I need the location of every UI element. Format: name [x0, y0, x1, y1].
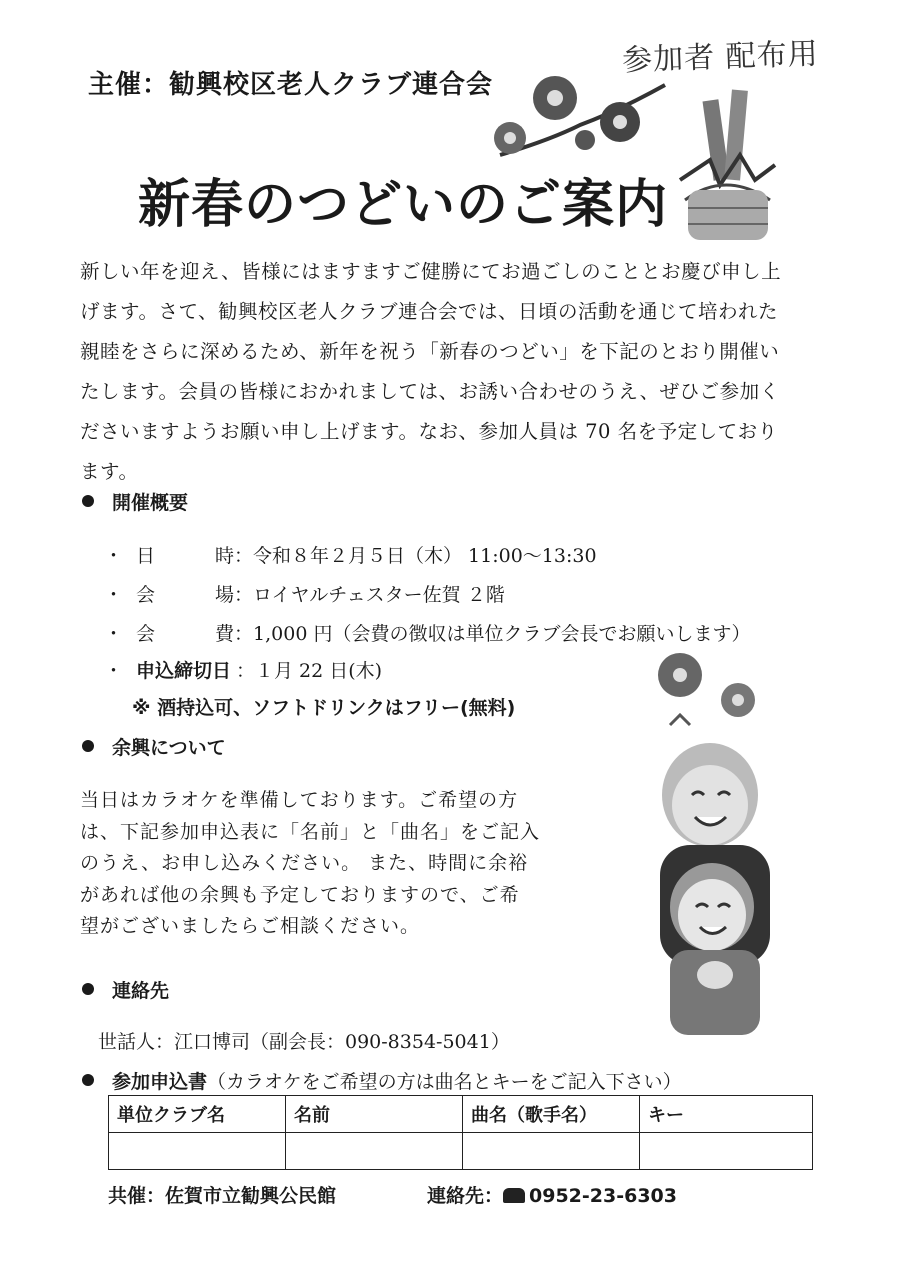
plum-flower-icon: [600, 102, 640, 142]
plum-flower-icon: [721, 683, 755, 717]
bullet-icon: [82, 740, 94, 752]
column-header-name: 名前: [286, 1096, 463, 1133]
page-title: 新春のつどいのご案内: [138, 175, 669, 235]
intro-line: 新しい年を迎え、皆様にはますますご健勝にてお過ごしのこととお慶び申し上: [80, 260, 782, 283]
detail-venue: ・ 会 場：ロイヤルチェスター佐賀 ２階: [104, 584, 505, 606]
application-heading: 参加申込書（カラオケをご希望の方は曲名とキーをご記入下さい）: [82, 1067, 682, 1094]
name-cell[interactable]: [286, 1133, 463, 1170]
kadomatsu-illustration: [670, 80, 780, 245]
drink-note: ※ 酒持込可、ソフトドリンクはフリー(無料): [132, 697, 516, 719]
detail-deadline: ・ 申込締切日 ：１月 22 日(木): [104, 660, 383, 682]
key-cell[interactable]: [640, 1133, 813, 1170]
entertainment-heading: 余興について: [82, 733, 226, 760]
column-header-club: 単位クラブ名: [109, 1096, 286, 1133]
entertainment-paragraph: [80, 785, 540, 943]
bullet-icon: [82, 983, 94, 995]
plum-blossom-illustration: [480, 70, 680, 170]
bullet-icon: [82, 495, 94, 507]
elderly-couple-illustration: [640, 645, 785, 1040]
entertainment-line: は、下記参加申込表に「名前」と「曲名」をご記入: [80, 820, 541, 843]
footer-contact: 連絡先： 0952-23-6303: [427, 1185, 677, 1207]
plum-flower-icon: [494, 122, 526, 154]
entertainment-line: のうえ、お申し込みください。 また、時間に余裕: [80, 852, 529, 874]
table-header-row: [109, 1096, 813, 1133]
phone-icon: [503, 1188, 525, 1203]
bullet-icon: [82, 1074, 94, 1086]
phone-number: 0952-23-6303: [529, 1185, 677, 1207]
organizer: 主催：勧興校区老人クラブ連合会: [88, 70, 494, 100]
cohost: 共催：佐賀市立勧興公民館: [108, 1185, 337, 1207]
intro-line: ます。: [80, 460, 139, 483]
plum-flower-icon: [575, 130, 595, 150]
plum-flower-icon: [533, 76, 577, 120]
detail-fee: ・ 会 費：1,000 円（会費の徴収は単位クラブ会長でお願いします）: [104, 623, 751, 645]
application-form-table: [108, 1095, 813, 1170]
intro-paragraph: [80, 252, 825, 492]
entertainment-line: 当日はカラオケを準備しております。ご希望の方: [80, 789, 519, 811]
entertainment-line: があれば他の余興も予定しておりますので、ご希: [80, 883, 520, 906]
entertainment-line: 望がございましたらご相談ください。: [80, 915, 421, 937]
application-note: （カラオケをご希望の方は曲名とキーをご記入下さい）: [207, 1071, 682, 1093]
detail-date: ・ 日 時：令和８年２月５日（木） 11:00～13:30: [104, 545, 597, 567]
contact-heading: 連絡先: [82, 976, 169, 1003]
plum-flower-icon: [658, 653, 702, 697]
intro-line: 親睦をさらに深めるため、新年を祝う「新春のつどい」を下記のとおり開催い: [80, 340, 780, 363]
song-cell[interactable]: [463, 1133, 640, 1170]
column-header-song: 曲名（歌手名）: [463, 1096, 640, 1133]
column-header-key: キー: [640, 1096, 813, 1133]
club-cell[interactable]: [109, 1133, 286, 1170]
intro-line: げます。さて、勧興校区老人クラブ連合会では、日頃の活動を通じて培われた: [80, 300, 779, 323]
overview-heading: 開催概要: [82, 488, 188, 515]
intro-line: ださいますようお願い申し上げます。なお、参加人員は 70 名を予定しており: [80, 420, 778, 443]
intro-line: たします。会員の皆様におかれましては、お誘い合わせのうえ、ぜひご参加く: [80, 380, 780, 403]
table-row: [109, 1133, 813, 1170]
handwritten-distribution-note: 参加者 配布用: [621, 36, 820, 79]
contact-person: 世話人：江口博司（副会長：090-8354-5041）: [98, 1031, 510, 1053]
